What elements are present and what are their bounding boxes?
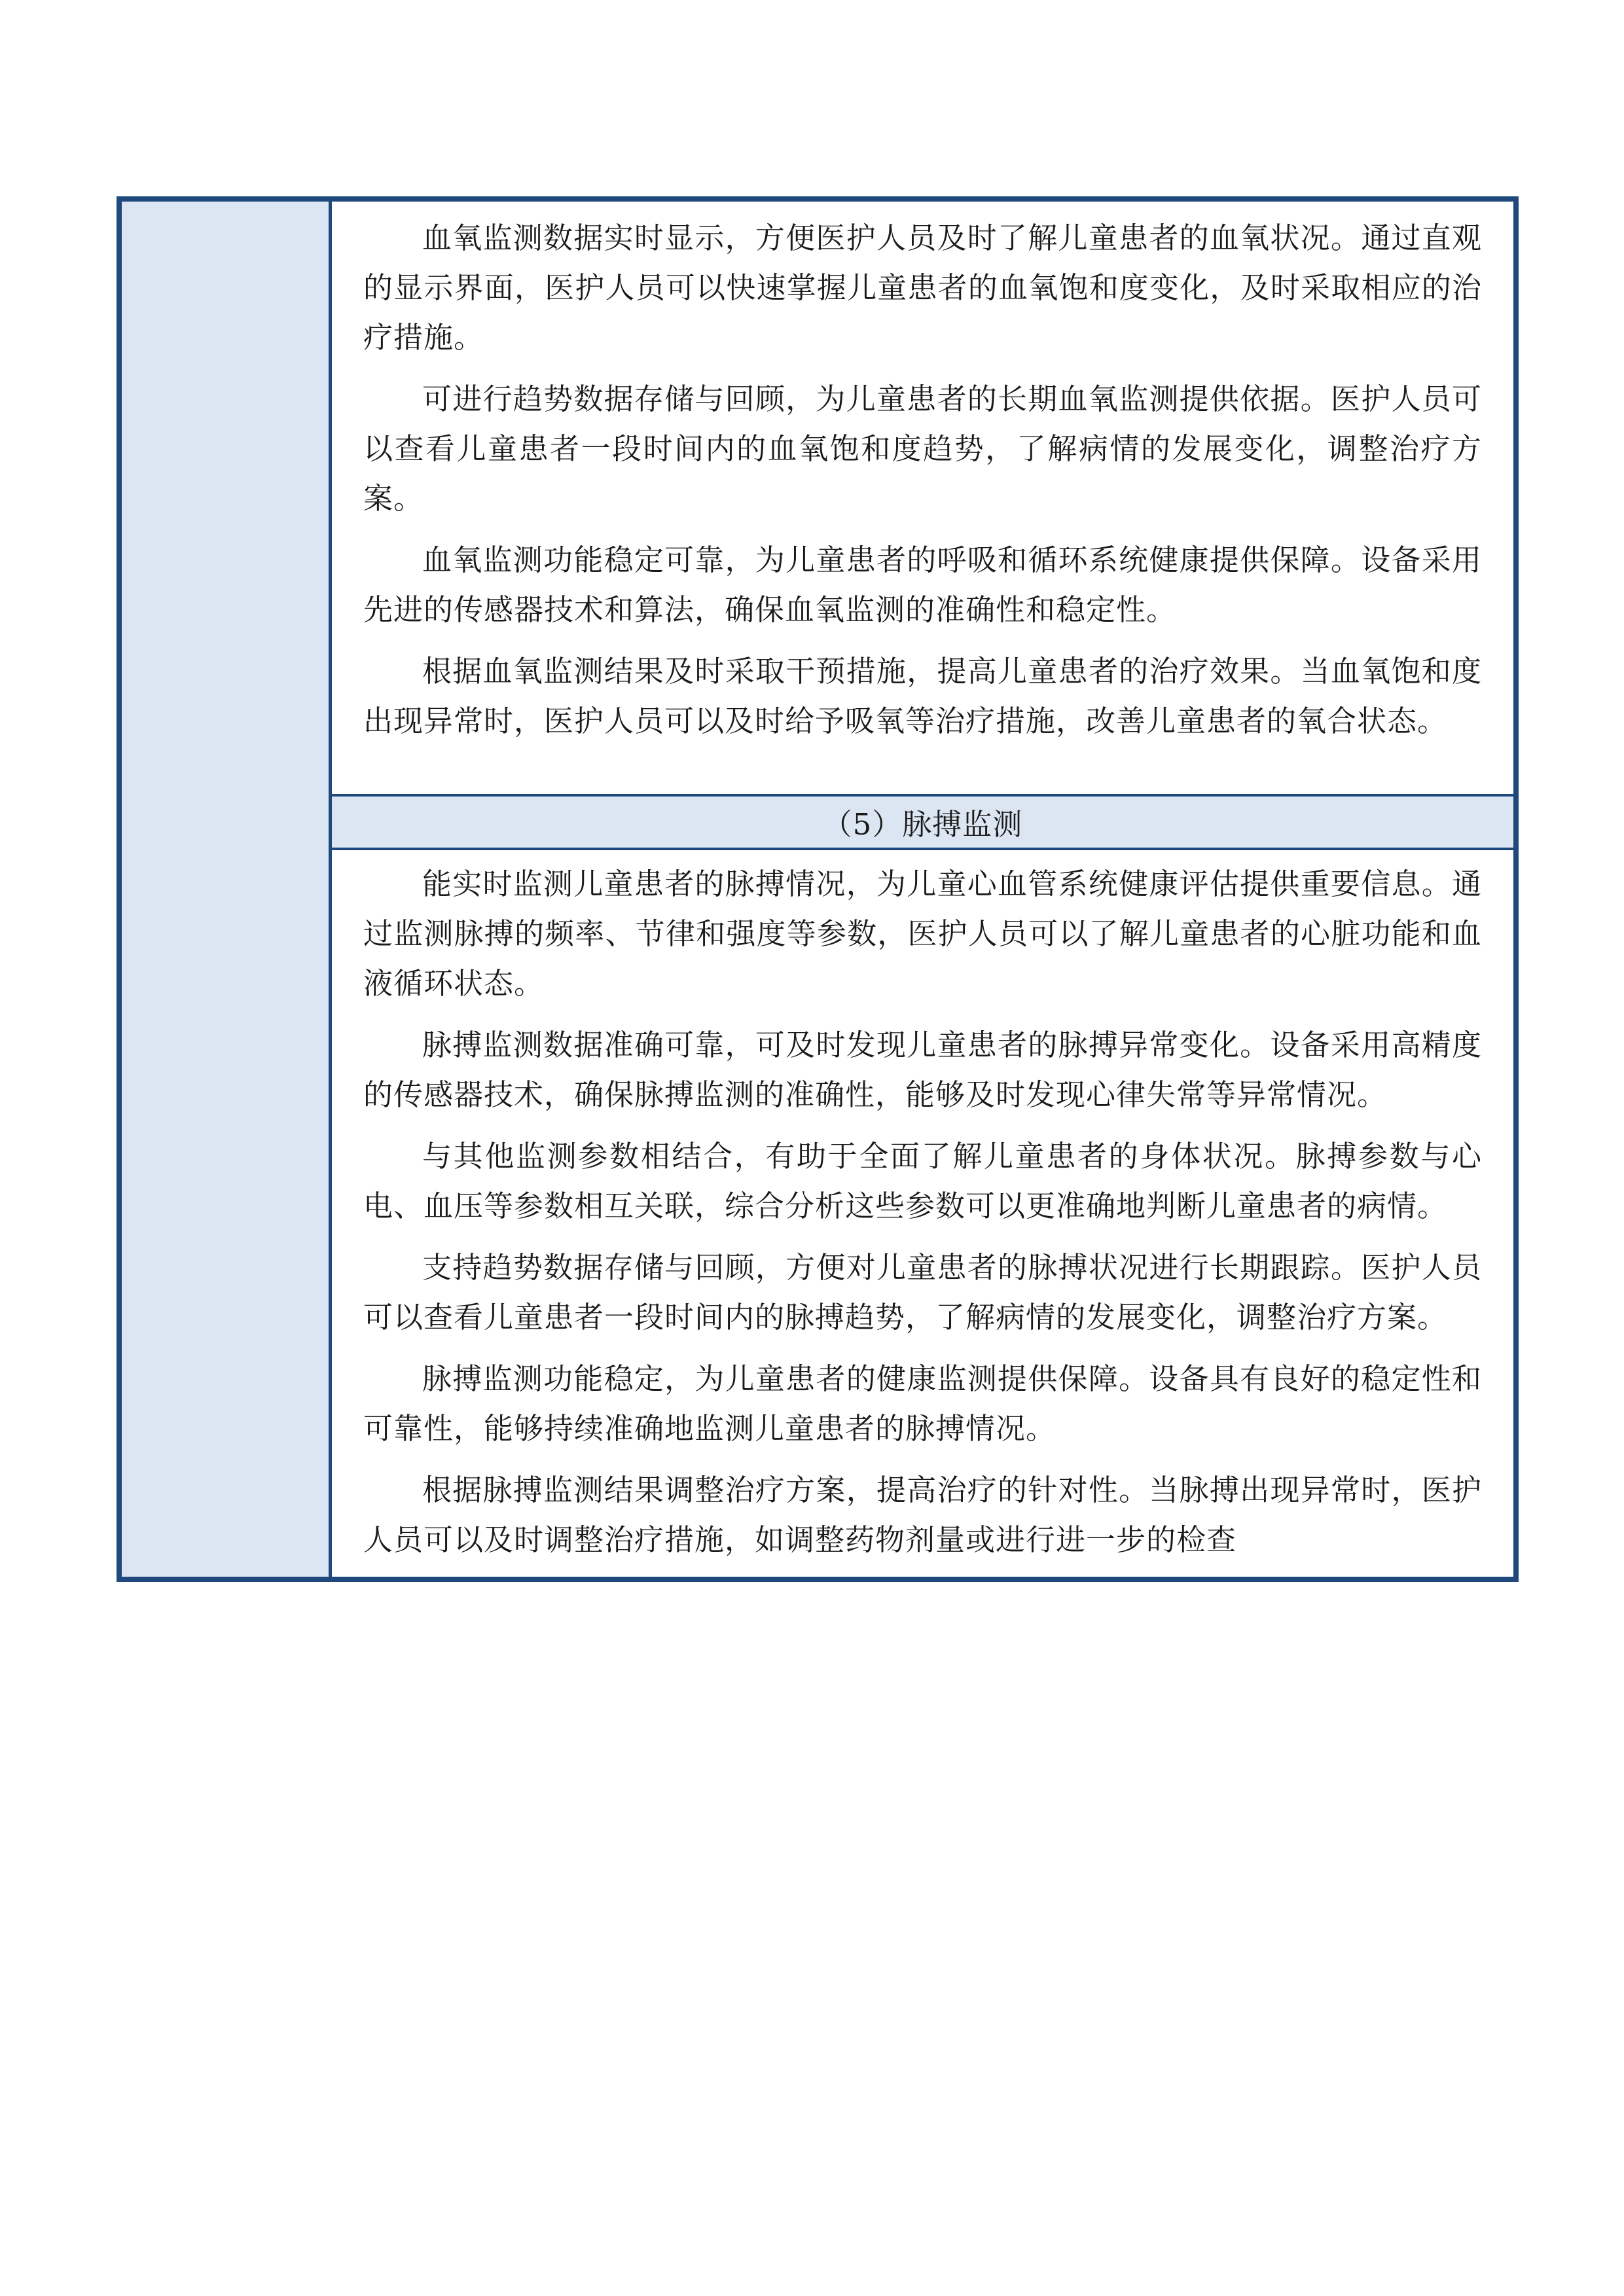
paragraph: 根据血氧监测结果及时采取干预措施，提高儿童患者的治疗效果。当血氧饱和度出现异常时，医护人员可以及时给予吸氧等治疗措施，改善儿童患者的氧合状态。 bbox=[363, 654, 1482, 738]
paragraph: 与其他监测参数相结合，有助于全面了解儿童患者的身体状况。脉搏参数与心电、血压等参数相互关联，综合分析这些参数可以更准确地判断儿童患者的病情。 bbox=[363, 1139, 1482, 1223]
paragraph: 能实时监测儿童患者的脉搏情况，为儿童心血管系统健康评估提供重要信息。通过监测脉搏的频率、节律和强度等参数，医护人员可以了解儿童患者的心脏功能和血液循环状态。 bbox=[363, 867, 1482, 1001]
paragraph: 可进行趋势数据存储与回顾，为儿童患者的长期血氧监测提供依据。医护人员可以查看儿童患者一段时间内的血氧饱和度趋势，了解病情的发展变化，调整治疗方案。 bbox=[363, 382, 1482, 516]
feature-table bbox=[117, 196, 1519, 1582]
paragraph: 根据脉搏监测结果调整治疗方案，提高治疗的针对性。当脉搏出现异常时，医护人员可以及时调整治疗措施，如调整药物剂量或进行进一步的检查 bbox=[363, 1473, 1482, 1557]
table-left-column bbox=[122, 202, 332, 1577]
spo2-description-cell bbox=[332, 202, 1513, 797]
paragraph: 支持趋势数据存储与回顾，方便对儿童患者的脉搏状况进行长期跟踪。医护人员可以查看儿童患者一段时间内的脉搏趋势，了解病情的发展变化，调整治疗方案。 bbox=[363, 1250, 1482, 1335]
paragraph: 脉搏监测数据准确可靠，可及时发现儿童患者的脉搏异常变化。设备采用高精度的传感器技术，确保脉搏监测的准确性，能够及时发现心律失常等异常情况。 bbox=[363, 1028, 1482, 1112]
pulse-description-cell bbox=[332, 850, 1513, 1577]
paragraph: 血氧监测功能稳定可靠，为儿童患者的呼吸和循环系统健康提供保障。设备采用先进的传感器技术和算法，确保血氧监测的准确性和稳定性。 bbox=[363, 543, 1482, 627]
paragraph: 脉搏监测功能稳定，为儿童患者的健康监测提供保障。设备具有良好的稳定性和可靠性，能够持续准确地监测儿童患者的脉搏情况。 bbox=[363, 1361, 1482, 1446]
paragraph: 血氧监测数据实时显示，方便医护人员及时了解儿童患者的血氧状况。通过直观的显示界面，医护人员可以快速掌握儿童患者的血氧饱和度变化，及时采取相应的治疗措施。 bbox=[363, 221, 1482, 355]
section-header-pulse-monitoring: （5）脉搏监测 bbox=[332, 797, 1513, 850]
table-right-column bbox=[332, 202, 1513, 1577]
